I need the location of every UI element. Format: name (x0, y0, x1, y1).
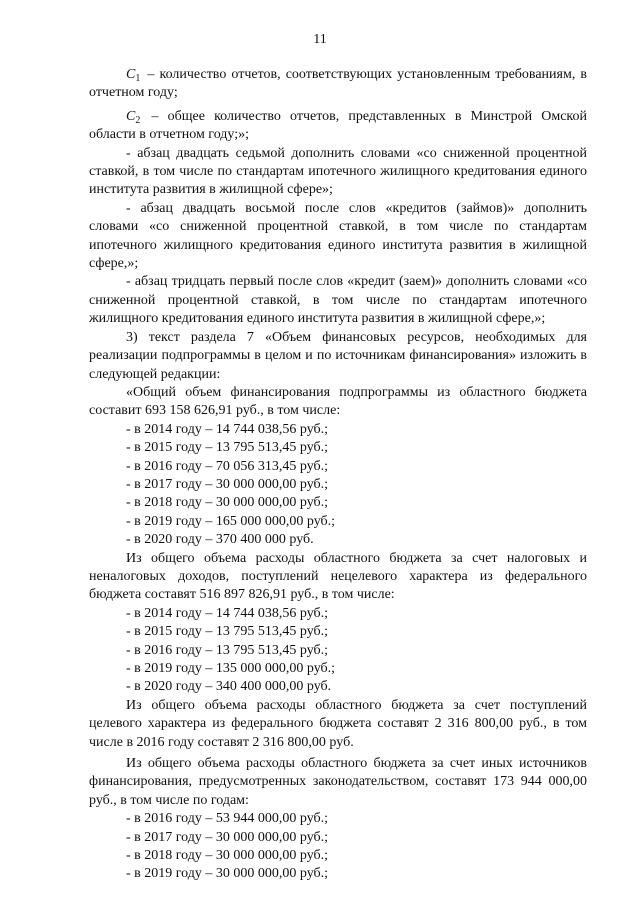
list-item: - в 2014 году – 14 744 038,56 руб.; (126, 605, 329, 621)
other-funding-intro: Из общего объема расходы областного бюджета за счет иных источников финансирования, предусмотренных законодательством, составят 173 944 000,00 руб., в том числе по годам: (89, 756, 587, 808)
definition-c1 (89, 66, 587, 103)
list-item: - в 2019 году – 135 000 000,00 руб.; (126, 661, 336, 676)
list-item: - в 2015 году – 13 795 513,45 руб.; (126, 624, 329, 640)
list-item: - в 2017 году – 30 000 000,00 руб.; (126, 476, 329, 492)
variable-c1: $C_1$ (126, 67, 141, 84)
amendment-paragraph-28: - абзац двадцать восьмой после слов «кредитов (займов)» дополнить словами «со сниженной процентной ставкой, в том числе по стандартам ипотечного жилищного кредитования единого института развития в жилищной сфере,»; (89, 200, 587, 272)
federal-funding-paragraph: Из общего объема расходы областного бюджета за счет поступлений целевого характера из федерального бюджета составят 2 316 800,00 руб., в том числе в 2016 году составят 2 316 800,00 руб. (89, 697, 587, 750)
document-body (89, 66, 587, 884)
tax-funding-list (89, 605, 587, 697)
definition-c2 (89, 108, 587, 145)
variable-c2: $C_2$ (126, 108, 141, 126)
list-item: - в 2019 году – 30 000 000,00 руб.; (126, 866, 329, 882)
other-funding-list (89, 810, 587, 884)
list-item: - в 2020 году – 340 400 000,00 руб. (126, 679, 332, 695)
tax-funding-intro: Из общего объема расходы областного бюджета за счет налоговых и неналоговых доходов, поступлений нецелевого характера из федерального бюджета составят 516 897 826,91 руб., в том числе: (89, 550, 587, 603)
amendment-paragraph-31: - абзац тридцать первый после слов «кредит (заем)» дополнить словами «со сниженной процентной ставкой, в том числе по стандартам ипотечного жилищного кредитования единого института развития в жилищной сфере,»; (89, 274, 587, 327)
page-number: 11 (313, 32, 327, 47)
amendment-paragraph-27: - абзац двадцать седьмой дополнить словами «со сниженной процентной ставкой, в том числе по стандартам ипотечного жилищного кредитования единого института развития в жилищной сфере»; (89, 145, 587, 198)
list-item: - в 2014 году – 14 744 038,56 руб.; (126, 421, 329, 437)
list-item: - в 2017 году – 30 000 000,00 руб.; (126, 829, 329, 845)
list-item: - в 2016 году – 13 795 513,45 руб.; (126, 642, 329, 658)
total-funding-intro: «Общий объем финансирования подпрограммы из областного бюджета составит 693 158 626,91 руб., в том числе: (89, 384, 587, 419)
list-item: - в 2016 году – 70 056 313,45 руб.; (126, 458, 329, 474)
amendment-section-7: 3) текст раздела 7 «Объем финансовых ресурсов, необходимых для реализации подпрограммы в целом и по источникам финансирования» изложить в следующей редакции: (89, 329, 587, 382)
definition-text: – количество отчетов, соответствующих установленным требованиям, в отчетном году; (89, 67, 588, 101)
total-funding-list (89, 421, 587, 550)
list-item: - в 2019 году – 165 000 000,00 руб.; (126, 513, 336, 529)
list-item: - в 2018 году – 30 000 000,00 руб.; (126, 495, 329, 511)
definition-text: – общее количество отчетов, представленных в Минстрой Омской области в отчетном году;»; (89, 108, 587, 143)
list-item: - в 2015 году – 13 795 513,45 руб.; (126, 440, 329, 456)
list-item: - в 2016 году – 53 944 000,00 руб.; (126, 811, 329, 827)
list-item: - в 2020 году – 370 400 000 руб. (126, 532, 314, 548)
list-item: - в 2018 году – 30 000 000,00 руб.; (126, 848, 329, 864)
